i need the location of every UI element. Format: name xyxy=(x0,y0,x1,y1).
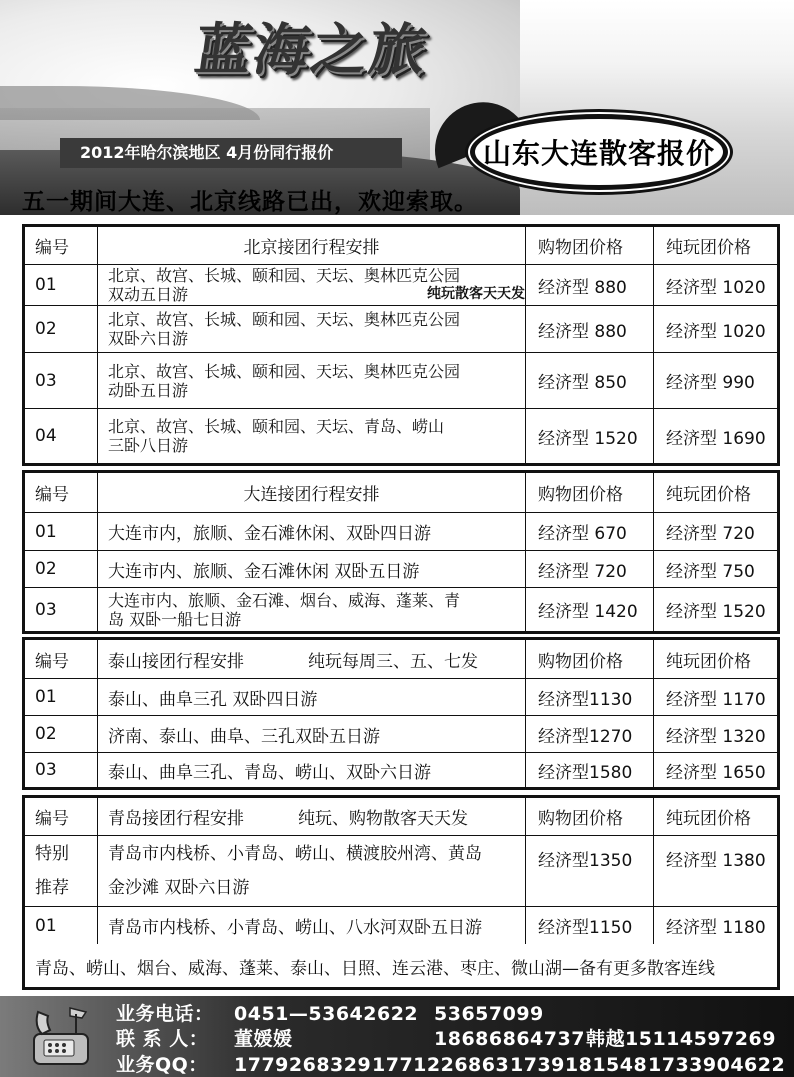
shop-price: 经济型 670 xyxy=(525,513,653,550)
title-badge xyxy=(470,114,728,190)
route-line: 大连市内、旅顺、金石滩、烟台、威海、蓬莱、青 xyxy=(108,590,461,610)
table-row xyxy=(25,550,777,587)
qq-label: 业务QQ： xyxy=(116,1054,208,1076)
route-cell xyxy=(97,306,525,352)
table-row xyxy=(25,906,777,944)
col-route-header xyxy=(97,798,525,835)
route-cell xyxy=(97,409,525,463)
row-no: 02 xyxy=(35,319,57,339)
shop-price: 经济型 880 xyxy=(525,306,653,352)
row-no: 01 xyxy=(35,915,57,936)
shop-price: 经济型1130 xyxy=(525,679,653,715)
route-line: 双动五日游 xyxy=(108,285,189,304)
route-header-note: 纯玩、购物散客天天发 xyxy=(298,809,468,829)
route-line: 动卧五日游 xyxy=(108,380,189,400)
route-line: 双卧六日游 xyxy=(108,329,189,348)
shop-price: 经济型1270 xyxy=(525,716,653,752)
col-pure-header: 纯玩团价格 xyxy=(653,473,777,512)
route-line: 岛 双卧一船七日游 xyxy=(108,609,242,629)
row-no xyxy=(25,836,97,906)
pure-price: 经济型 1320 xyxy=(653,716,777,752)
row-no: 04 xyxy=(35,426,57,446)
table-header-row xyxy=(25,640,777,678)
pure-price: 经济型 1520 xyxy=(653,588,777,631)
route-cell: 济南、泰山、曲阜、三孔双卧五日游 xyxy=(97,716,525,752)
shop-price: 经济型1150 xyxy=(525,907,653,944)
row-no: 01 xyxy=(35,687,57,707)
shop-price: 经济型 1520 xyxy=(525,409,653,463)
taishan-table xyxy=(22,637,780,790)
contact-name: 董媛媛 xyxy=(234,1028,293,1050)
route-header-label: 泰山接团行程安排 xyxy=(108,651,244,672)
table-row xyxy=(25,715,777,752)
contact-name-mobile: 韩越15114597269 xyxy=(586,1028,776,1050)
row-no: 03 xyxy=(35,760,57,780)
badge-text: 山东大连散客报价 xyxy=(482,137,715,170)
special-label: 特别 xyxy=(35,844,69,864)
col-route-header: 北京接团行程安排 xyxy=(97,227,525,264)
table-header-row xyxy=(25,798,777,835)
pure-price: 经济型 990 xyxy=(653,353,777,408)
footnote-more-routes: 青岛、崂山、烟台、威海、蓬莱、泰山、日照、连云港、枣庄、微山湖—备有更多散客连线 xyxy=(22,946,780,990)
pure-price: 经济型 1020 xyxy=(653,265,777,305)
qq-line xyxy=(116,1050,785,1077)
route-line: 北京、故宫、长城、颐和园、天坛、奥林匹克公园 xyxy=(108,310,461,329)
row-no: 03 xyxy=(35,370,57,391)
col-shop-header: 购物团价格 xyxy=(525,227,653,264)
row-no: 03 xyxy=(35,599,57,620)
table-row xyxy=(25,408,777,463)
subtitle-bar: 2012年哈尔滨地区 4月份同行报价 xyxy=(60,138,402,168)
route-header-note: 纯玩每周三、五、七发 xyxy=(308,651,478,672)
route-note: 纯玩散客天天发 xyxy=(427,286,525,302)
col-no-header: 编号 xyxy=(35,809,69,829)
route-cell xyxy=(97,836,525,906)
shop-price: 经济型1580 xyxy=(525,753,653,787)
table-row xyxy=(25,352,777,408)
row-no: 02 xyxy=(35,559,57,579)
beijing-table xyxy=(22,224,780,466)
table-row xyxy=(25,587,777,631)
table-row xyxy=(25,264,777,305)
contact-footer xyxy=(0,996,794,1077)
route-cell: 泰山、曲阜三孔 双卧四日游 xyxy=(97,679,525,715)
dalian-table xyxy=(22,470,780,634)
qq-number: 1779268329 xyxy=(234,1054,372,1076)
route-cell: 大连市内，旅顺、金石滩休闲、双卧四日游 xyxy=(97,513,525,550)
col-pure-header: 纯玩团价格 xyxy=(653,640,777,678)
route-cell: 青岛市内栈桥、小青岛、崂山、八水河双卧五日游 xyxy=(97,907,525,944)
table-row xyxy=(25,305,777,352)
art-title: 蓝海之旅 xyxy=(190,17,433,83)
shop-price: 经济型1350 xyxy=(525,836,653,906)
notice-text: 五一期间大连、北京线路已出，欢迎索取。 xyxy=(22,189,478,215)
table-row xyxy=(25,512,777,550)
col-no-header: 编号 xyxy=(35,651,69,672)
table-header-row xyxy=(25,227,777,264)
person-label: 联 系 人： xyxy=(116,1028,209,1050)
pure-price: 经济型 1690 xyxy=(653,409,777,463)
route-line: 北京、故宫、长城、颐和园、天坛、青岛、崂山 xyxy=(108,417,445,436)
route-cell xyxy=(97,588,525,631)
pure-price: 经济型 1650 xyxy=(653,753,777,787)
col-no-header: 编号 xyxy=(35,238,69,258)
row-no: 01 xyxy=(35,275,57,295)
shop-price: 经济型 720 xyxy=(525,551,653,587)
phone-label: 业务电话： xyxy=(116,1003,214,1025)
col-shop-header: 购物团价格 xyxy=(525,473,653,512)
route-line: 三卧八日游 xyxy=(108,436,189,455)
route-cell: 大连市内、旅顺、金石滩休闲 双卧五日游 xyxy=(97,551,525,587)
col-route-header xyxy=(97,640,525,678)
phone-line xyxy=(116,999,544,1026)
route-header-label: 青岛接团行程安排 xyxy=(108,809,244,829)
route-cell xyxy=(97,353,525,408)
shop-price: 经济型 880 xyxy=(525,265,653,305)
phone-number: 53657099 xyxy=(434,1003,544,1025)
qq-number: 1771226863 xyxy=(372,1054,510,1076)
shop-price: 经济型 850 xyxy=(525,353,653,408)
pure-price: 经济型 1180 xyxy=(653,907,777,944)
route-line: 青岛市内栈桥、小青岛、崂山、横渡胶州湾、黄岛 xyxy=(108,844,482,864)
pure-price: 经济型 1170 xyxy=(653,679,777,715)
qingdao-table xyxy=(22,795,780,947)
pure-price: 经济型 720 xyxy=(653,513,777,550)
col-shop-header: 购物团价格 xyxy=(525,640,653,678)
row-no: 02 xyxy=(35,724,57,744)
col-pure-header: 纯玩团价格 xyxy=(653,227,777,264)
col-route-header: 大连接团行程安排 xyxy=(97,473,525,512)
person-line xyxy=(116,1024,776,1051)
qq-number: 1733904622 xyxy=(648,1054,786,1076)
phone-number: 0451—53642622 xyxy=(234,1003,419,1025)
pure-price: 经济型 1020 xyxy=(653,306,777,352)
telephone-icon xyxy=(30,1004,94,1070)
col-pure-header: 纯玩团价格 xyxy=(653,798,777,835)
route-line: 北京、故宫、长城、颐和园、天坛、奥林匹克公园 xyxy=(108,266,461,285)
route-cell xyxy=(97,265,525,305)
table-row xyxy=(25,678,777,715)
route-line: 金沙滩 双卧六日游 xyxy=(108,878,250,898)
mobile-number: 18686864737 xyxy=(434,1028,585,1050)
col-no-header: 编号 xyxy=(35,485,69,505)
route-cell: 泰山、曲阜三孔、青岛、崂山、双卧六日游 xyxy=(97,753,525,787)
table-row xyxy=(25,835,777,906)
special-label: 推荐 xyxy=(35,878,69,898)
pure-price: 经济型 1380 xyxy=(653,836,777,906)
row-no: 01 xyxy=(35,521,57,542)
pure-price: 经济型 750 xyxy=(653,551,777,587)
col-shop-header: 购物团价格 xyxy=(525,798,653,835)
table-header-row xyxy=(25,473,777,512)
route-line: 北京、故宫、长城、颐和园、天坛、奥林匹克公园 xyxy=(108,361,461,381)
qq-number: 1739181548 xyxy=(510,1054,648,1076)
table-row xyxy=(25,752,777,787)
shop-price: 经济型 1420 xyxy=(525,588,653,631)
